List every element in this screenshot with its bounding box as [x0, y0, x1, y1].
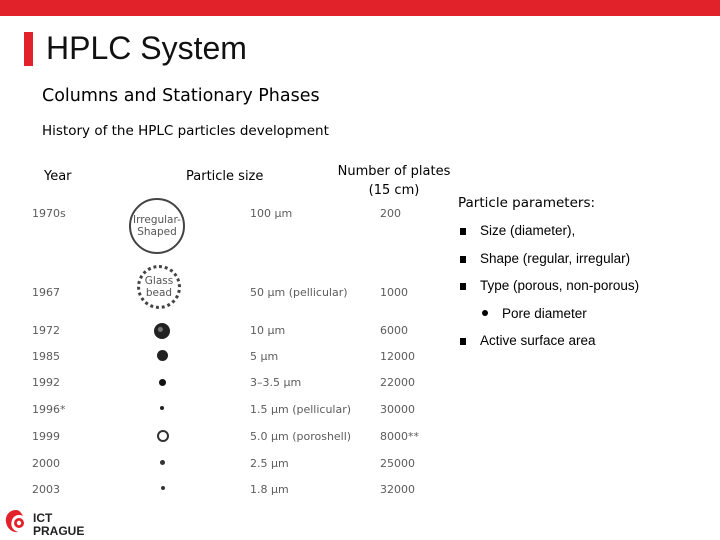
- row-plates: 30000: [380, 403, 415, 416]
- square-bullet-icon: [460, 338, 466, 345]
- row-plates: 8000**: [380, 430, 419, 443]
- particle-label: Glass bead: [144, 275, 174, 299]
- ict-prague-logo: [4, 508, 85, 539]
- logo-text-ict: ICT: [33, 511, 53, 525]
- row-year: 2003: [32, 483, 60, 496]
- poroshell-particle-icon: [157, 430, 169, 442]
- particle-parameters-title: Particle parameters:: [458, 195, 596, 211]
- row-year: 1970s: [32, 207, 66, 220]
- top-accent-bar: [0, 0, 720, 16]
- square-bullet-icon: [460, 256, 466, 263]
- parameter-type: Type (porous, non-porous): [480, 278, 640, 293]
- row-year: 2000: [32, 457, 60, 470]
- particle-1-5um-icon: [160, 406, 164, 410]
- row-particle-size: 1.5 µm (pellicular): [250, 403, 352, 416]
- parameter-surface-area: Active surface area: [480, 333, 596, 348]
- row-year: 1992: [32, 376, 60, 389]
- row-particle-size: 10 µm: [250, 324, 286, 337]
- ict-logo-icon: [4, 508, 28, 534]
- row-plates: 32000: [380, 483, 415, 496]
- particle-parameters: [458, 195, 595, 211]
- row-particle-size: 100 µm: [250, 207, 293, 220]
- particle-2-5um-icon: [160, 460, 165, 465]
- square-bullet-icon: [460, 283, 466, 290]
- parameter-size: Size (diameter),: [480, 223, 576, 238]
- column-header-plates: Number of plates (15 cm): [337, 164, 451, 198]
- row-particle-size: 5.0 µm (poroshell): [250, 430, 352, 443]
- particle-5um-icon: [157, 350, 168, 361]
- column-header-particle-size: Particle size: [186, 169, 264, 184]
- logo-text-prague: PRAGUE: [33, 524, 85, 538]
- particle-1-8um-icon: [161, 486, 165, 490]
- row-particle-size: 50 µm (pellicular): [250, 286, 348, 299]
- row-year: 1996*: [32, 403, 66, 416]
- parameter-pore-diameter: Pore diameter: [502, 306, 587, 321]
- section-title: History of the HPLC particles development: [42, 123, 329, 139]
- row-year: 1967: [32, 286, 60, 299]
- round-bullet-icon: [482, 310, 488, 316]
- row-year: 1985: [32, 350, 60, 363]
- title-accent-marker: [24, 32, 33, 66]
- row-plates: 12000: [380, 350, 415, 363]
- particle-3um-icon: [159, 379, 166, 386]
- particle-label: Irregular-Shaped: [133, 214, 181, 238]
- row-plates: 6000: [380, 324, 408, 337]
- square-bullet-icon: [460, 228, 466, 235]
- row-plates: 25000: [380, 457, 415, 470]
- page-subtitle: Columns and Stationary Phases: [42, 86, 320, 106]
- row-particle-size: 2.5 µm: [250, 457, 289, 470]
- row-plates: 1000: [380, 286, 408, 299]
- parameter-shape: Shape (regular, irregular): [480, 251, 631, 266]
- row-plates: 200: [380, 207, 401, 220]
- row-year: 1999: [32, 430, 60, 443]
- irregular-particle-icon: [129, 198, 185, 254]
- particle-10um-icon: [154, 323, 170, 339]
- row-particle-size: 3–3.5 µm: [250, 376, 302, 389]
- glass-bead-particle-icon: [137, 265, 181, 309]
- row-particle-size: 5 µm: [250, 350, 279, 363]
- page-title: HPLC System: [46, 30, 247, 66]
- row-plates: 22000: [380, 376, 415, 389]
- row-year: 1972: [32, 324, 60, 337]
- row-particle-size: 1.8 µm: [250, 483, 289, 496]
- column-header-year: Year: [44, 169, 72, 184]
